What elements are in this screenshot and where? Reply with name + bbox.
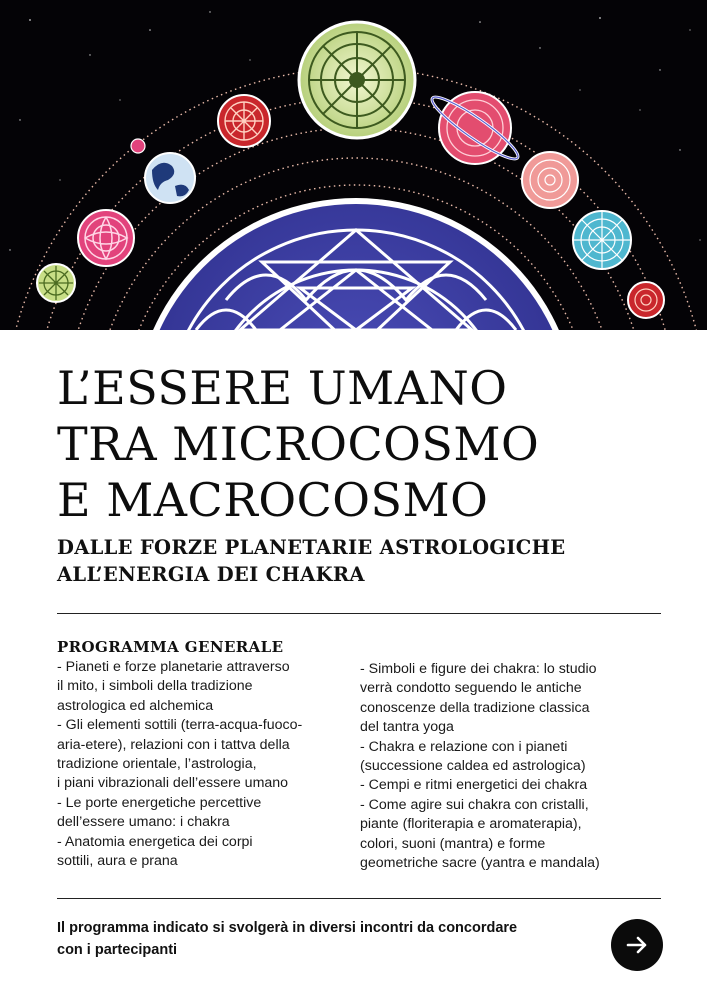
earth-globe-planet bbox=[145, 153, 195, 203]
program-line: - Chakra e relazione con i pianeti bbox=[360, 738, 568, 755]
footer-line-1: Il programma indicato si svolgerà in diversi incontri da concordare bbox=[57, 920, 518, 936]
page-title bbox=[57, 360, 539, 528]
program-heading: PROGRAMMA GENERALE bbox=[57, 638, 284, 656]
pink-spiral-planet bbox=[78, 210, 134, 266]
title-line-2: TRA MICROCOSMO bbox=[57, 417, 540, 471]
program-line: - Le porte energetiche percettive bbox=[57, 794, 262, 811]
program-line: conoscenze della tradizione classica bbox=[360, 699, 590, 716]
program-line: aria-etere), relazioni con i tattva della bbox=[57, 736, 290, 753]
green-small-planet bbox=[37, 264, 75, 302]
program-line: - Pianeti e forze planetarie attraverso bbox=[57, 659, 290, 675]
title-line-3: E MACROCOSMO bbox=[57, 473, 489, 527]
program-column-left bbox=[57, 658, 347, 871]
program-line: colori, suoni (mantra) e forme bbox=[360, 835, 546, 852]
cosmic-header-illustration bbox=[0, 0, 707, 330]
coral-mandala-planet bbox=[522, 152, 578, 208]
arrow-right-icon bbox=[624, 932, 650, 958]
program-line: sottili, aura e prana bbox=[57, 853, 178, 870]
title-line-1: L’ESSERE UMANO bbox=[57, 361, 508, 415]
red-mandala-planet bbox=[218, 95, 270, 147]
program-line: astrologica ed alchemica bbox=[57, 697, 214, 714]
red-small-planet bbox=[628, 282, 664, 318]
program-line: tradizione orientale, l’astrologia, bbox=[57, 756, 257, 773]
subtitle-line-1: DALLE FORZE PLANETARIE ASTROLOGICHE bbox=[57, 536, 566, 559]
program-line: - Anatomia energetica dei corpi bbox=[57, 833, 253, 850]
cyan-mandala-planet bbox=[573, 211, 631, 269]
subtitle-line-2: ALL’ENERGIA DEI CHAKRA bbox=[57, 563, 365, 586]
program-line: i piani vibrazionali dell’essere umano bbox=[57, 775, 289, 792]
program-line: - Come agire sui chakra con cristalli, bbox=[360, 796, 589, 813]
program-line: geometriche sacre (yantra e mandala) bbox=[360, 855, 600, 872]
next-button[interactable] bbox=[611, 919, 663, 971]
program-line: - Gli elementi sottili (terra-acqua-fuoco- bbox=[57, 717, 303, 734]
cosmos-artwork bbox=[0, 0, 707, 330]
green-mandala-planet bbox=[299, 22, 415, 138]
program-line: (successione caldea ed astrologica) bbox=[360, 758, 586, 775]
program-line: del tantra yoga bbox=[360, 719, 454, 736]
page-subtitle bbox=[57, 534, 565, 588]
program-line: - Simboli e figure dei chakra: lo studio bbox=[360, 661, 597, 677]
program-line: il mito, i simboli della tradizione bbox=[57, 678, 253, 695]
program-column-right bbox=[360, 660, 660, 873]
program-line: - Cempi e ritmi energetici dei chakra bbox=[360, 777, 588, 794]
small-pink-planet bbox=[131, 139, 145, 153]
divider-bottom bbox=[57, 898, 661, 899]
footer-line-2: con i partecipanti bbox=[57, 942, 178, 958]
divider-top bbox=[57, 613, 661, 614]
program-line: piante (floriterapia e aromaterapia), bbox=[360, 816, 582, 833]
program-line: dell’essere umano: i chakra bbox=[57, 814, 230, 831]
program-line: verrà condotto seguendo le antiche bbox=[360, 680, 582, 697]
footer-note bbox=[57, 917, 517, 961]
